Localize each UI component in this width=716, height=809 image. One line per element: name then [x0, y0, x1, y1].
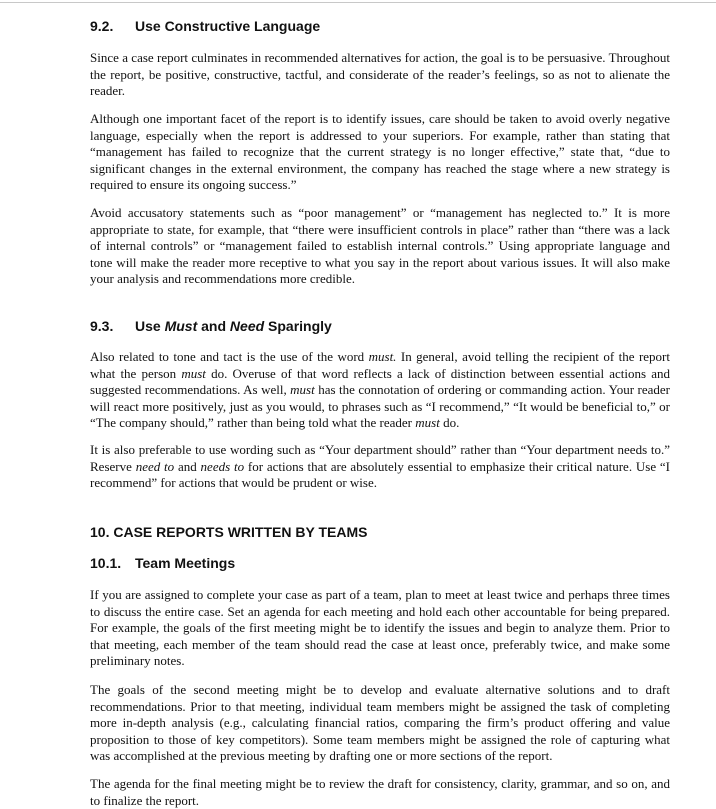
text-emphasis: must	[181, 365, 206, 381]
section-title-part: Sparingly	[264, 318, 332, 334]
text-run: do.	[439, 415, 460, 431]
section-title: Use Constructive Language	[135, 18, 321, 34]
chapter-heading-10: 10. CASE REPORTS WRITTEN BY TEAMS	[90, 524, 368, 540]
text-run: In general, avoid telling the recipient of the report what the person	[90, 349, 670, 381]
section-title-emphasis: Need	[229, 318, 265, 334]
paragraph: Since a case report culminates in recommended alternatives for action, the goal is to be persuasive. Throughout the report, be positive, constructive, tactful, and considerate of the reader’s feelings, so as not to alienate the reader.	[90, 50, 670, 99]
section-number: 10.1.	[90, 555, 122, 571]
section-heading-9-2	[90, 17, 320, 35]
page-top-rule	[0, 2, 716, 3]
paragraph: The goals of the second meeting might be to develop and evaluate alternative solutions and to draft recommendations. Prior to that meeting, individual team members might be assigned the task of completing more in-depth analysis (e.g., calculating financial ratios, comparing the firm’s product offering and value proposition to those of key competitors). Some team members might be assigned the role of capturing what was accomplished at the previous meeting by drafting one or more sections of the report.	[90, 682, 670, 764]
paragraph: Although one important facet of the report is to identify issues, care should be taken to avoid overly negative language, especially when the report is addressed to your superiors. For example, rather than stating that “management has failed to recognize that the current strategy is no longer effective,” state that, “due to significant changes in the external environment, the company has reached the stage where a new strategy is required to ensure its ongoing success.”	[90, 111, 670, 193]
text-emphasis: must.	[368, 349, 397, 364]
section-title: Team Meetings	[135, 555, 236, 571]
paragraph	[90, 349, 670, 432]
text-run: do. Overuse of that word reflects a lack of distinction between essential actions and suggested recommendations. As well,	[90, 365, 671, 398]
text-emphasis: need to	[135, 458, 175, 474]
text-emphasis: needs to	[200, 458, 245, 474]
text-emphasis: must	[415, 415, 440, 431]
text-run: It is also preferable to use wording such as “Your department should” rather than “Your department needs to.” Reserve	[90, 442, 670, 474]
section-number: 9.2.	[90, 18, 114, 34]
paragraph: Avoid accusatory statements such as “poor management” or “management has neglected to.” It is more appropriate to state, for example, that “there were insufficient controls in place” rather than “there was a lack of internal controls” or “management failed to establish internal controls.” Using appropriate language and tone will make the reader more receptive to what you say in the report about various issues. It will also make your analysis and recommendations more credible.	[90, 205, 670, 287]
text-run: has the connotation of ordering or commanding action. Your reader will react more positively, just as you would, to phrases such as “I recommend,” “It would be beneficial to,” or “The company should,” rather than being told what the reader	[90, 382, 670, 431]
section-number: 9.3.	[90, 318, 114, 334]
section-heading-10-1	[90, 554, 235, 572]
text-run: and	[174, 458, 201, 474]
paragraph: The agenda for the final meeting might be to review the draft for consistency, clarity, grammar, and so on, and to finalize the report.	[90, 776, 670, 808]
section-title-part: and	[197, 318, 230, 334]
text-emphasis: must	[290, 382, 315, 398]
text-run: Also related to tone and tact is the use of the word	[90, 349, 369, 364]
paragraph: If you are assigned to complete your case as part of a team, plan to meet at least twice and perhaps three times to discuss the entire case. Set an agenda for each meeting and hold each other accountable for being prepared. For example, the goals of the first meeting might be to identify the issues and begin to analyze them. Prior to that meeting, each member of the team should read the case at least once, preferably twice, and make some preliminary notes.	[90, 587, 670, 669]
section-title-emphasis: Must	[164, 318, 198, 334]
paragraph	[90, 442, 670, 492]
section-title-part: Use	[135, 318, 165, 334]
section-heading-9-3	[90, 317, 332, 335]
text-run: for actions that are absolutely essential to emphasize their critical nature. Use “I recommend” for actions that would be prudent or wise.	[90, 458, 670, 491]
